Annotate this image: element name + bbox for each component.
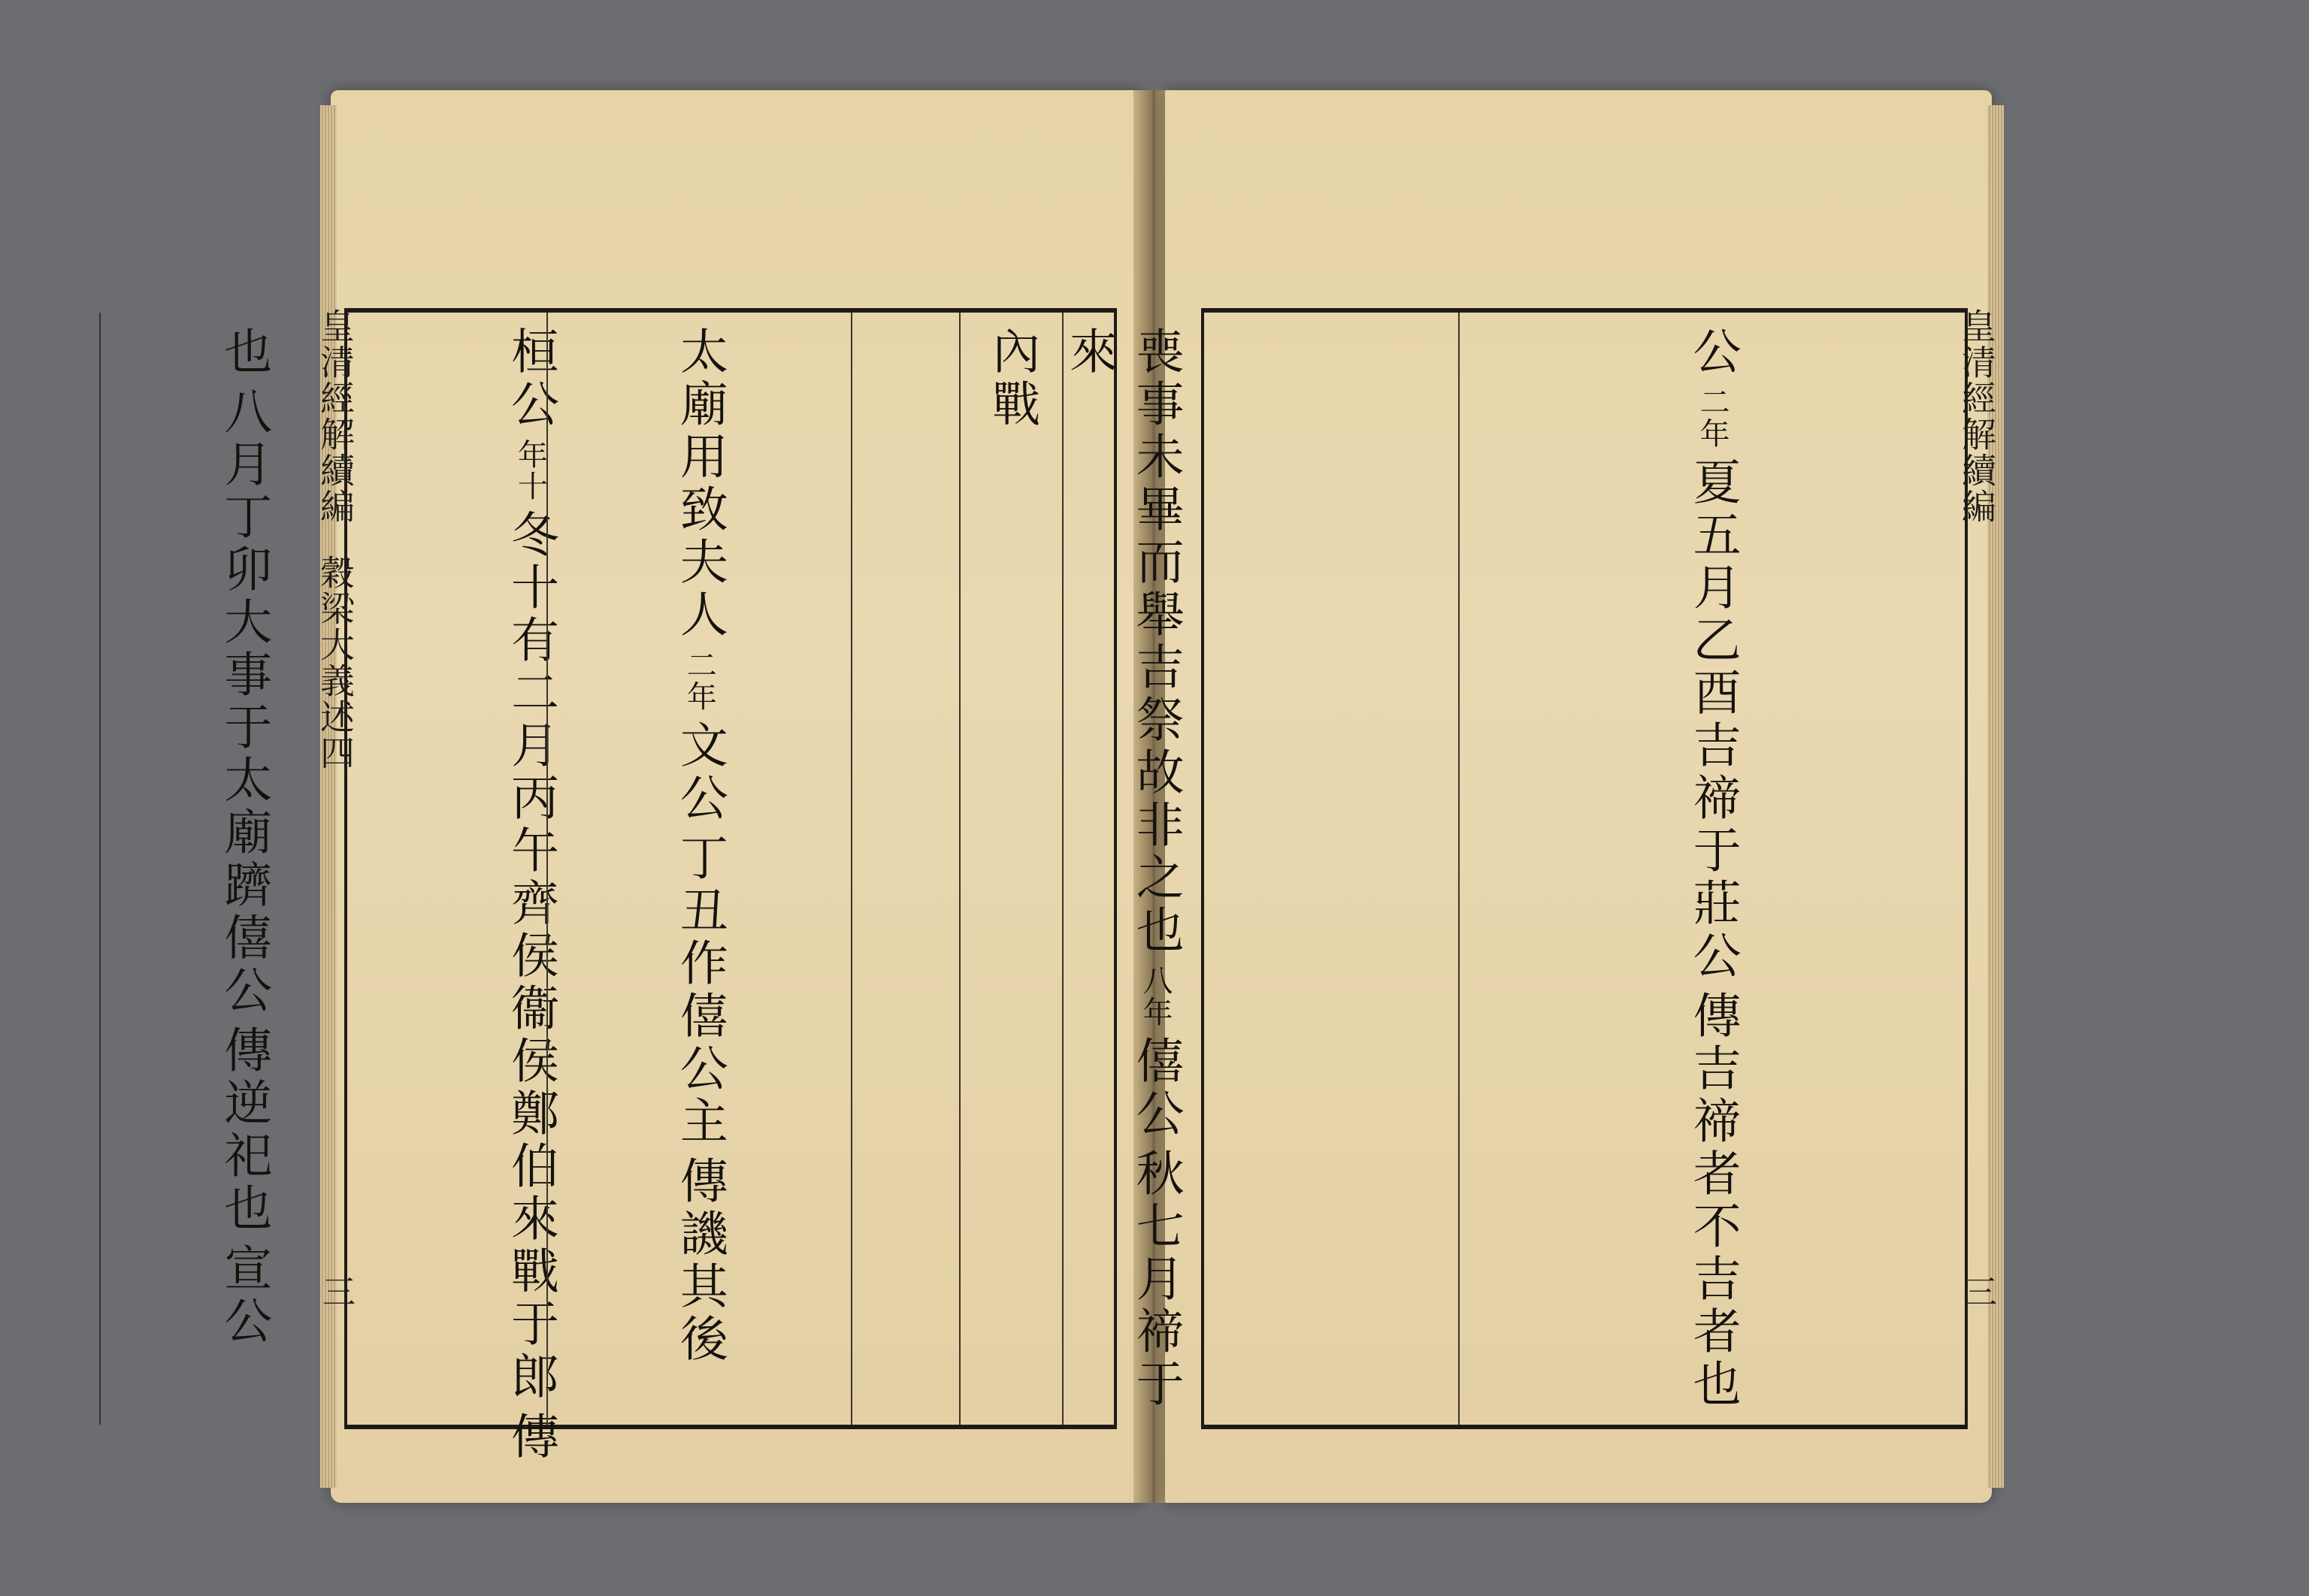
column-text: 喪事未畢而舉吉祭故非之也 (1127, 326, 1184, 957)
right-page-number: 三 (1958, 1274, 1996, 1307)
left-page-number: 三 (316, 1274, 355, 1307)
column-text: 秋七月禘于 (1127, 1148, 1184, 1411)
column-text: 傳譏其後 (671, 1156, 728, 1366)
left-margin-section: 穀梁大義述四 (315, 555, 356, 771)
text-column (0, 313, 546, 1425)
annotation-note: 八年 (1138, 965, 1173, 1028)
column-text: 來 (1061, 326, 1117, 379)
column-text: 公 (1684, 326, 1741, 379)
column-text: 宣公 (216, 1243, 272, 1348)
text-column (1458, 313, 1965, 1425)
column-text: 太廟用致夫人 (671, 326, 728, 642)
column-text: 傳 (502, 1411, 558, 1464)
right-margin-title: 皇清經解續編 (1956, 308, 1997, 524)
column-text: 內戰 (984, 326, 1040, 431)
column-text: 僖公 (1127, 1035, 1184, 1141)
column-text: 冬十有二月丙午齊侯衞侯鄭伯來戰于郎 (502, 509, 558, 1404)
column-text: 傳吉禘者不吉者也 (1684, 990, 1741, 1411)
column-text: 也 (216, 326, 272, 379)
text-column (546, 313, 851, 1425)
column-text: 桓公 (502, 326, 558, 431)
column-text: 丁丑作僖公主 (671, 833, 728, 1148)
column-text: 八月丁卯大事于太廟躋僖公 (216, 386, 272, 1017)
open-book (216, 90, 1997, 1503)
text-column (851, 313, 1458, 1425)
left-margin-title: 皇清經解續編 (315, 308, 356, 524)
column-text: 傳逆祀也 (216, 1025, 272, 1235)
annotation-note: 二年 (1695, 386, 1730, 449)
column-text: 夏五月乙酉吉禘于莊公 (1684, 457, 1741, 983)
annotation-note: 年十 (513, 439, 548, 502)
annotation-note: 二年 (682, 649, 717, 712)
column-text: 文公 (671, 720, 728, 825)
